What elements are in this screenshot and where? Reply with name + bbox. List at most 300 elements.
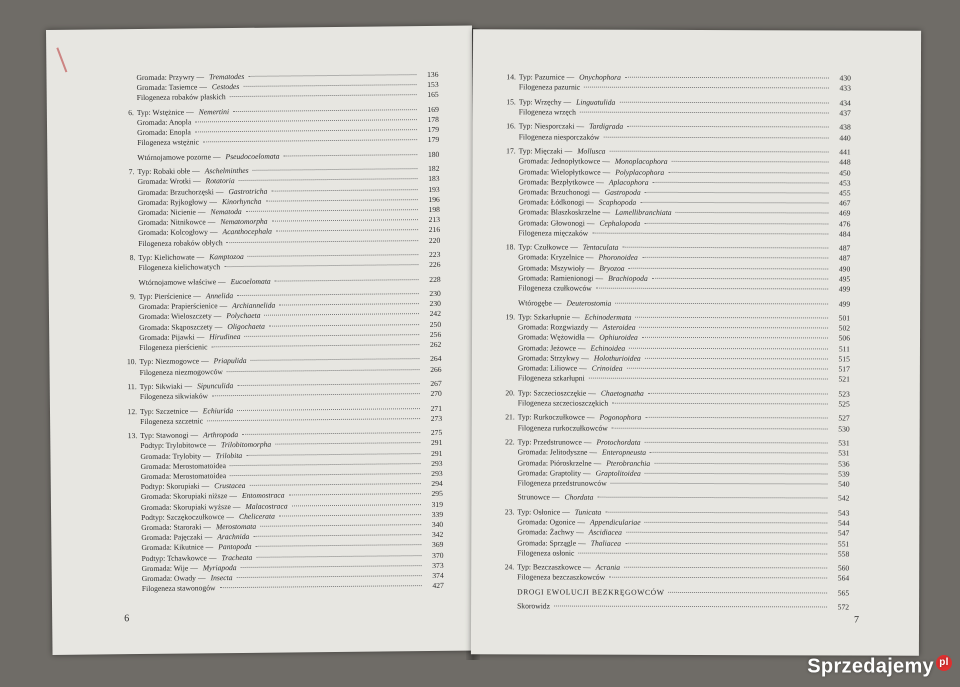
- toc-entry: [501, 132, 851, 142]
- toc-entry-label: Filogeneza niesporczaków: [518, 131, 600, 142]
- toc-entry-page: 270: [430, 389, 442, 399]
- toc-entry-latin-name: Echiurida: [202, 405, 234, 415]
- toc-entry-latin-name: Acrania: [595, 562, 621, 572]
- toc-entry-dash: —: [193, 291, 201, 301]
- toc-entry-leader: [272, 218, 418, 222]
- toc-entry-label: Gromada: Merostomatoidea: [140, 471, 227, 482]
- toc-entry-label: Gromada: Żachwy: [517, 527, 575, 537]
- toc-entry-page: 182: [428, 164, 440, 174]
- toc-entry-latin-name: Chordata: [564, 492, 594, 503]
- toc-entry-dash: —: [563, 97, 572, 107]
- toc-entry-leader: [271, 188, 417, 192]
- toc-entry: [501, 157, 851, 167]
- toc-entry-latin-name: Echinodermata: [584, 312, 632, 322]
- toc-entry-page: 539: [838, 469, 850, 479]
- toc-entry-leader: [654, 461, 827, 464]
- toc-entry-label: Gromada: Owady: [141, 573, 196, 584]
- toc-entry-page: 293: [431, 468, 443, 478]
- toc-entry-page: 275: [430, 428, 443, 438]
- toc-entry-label: Gromada: Ogonice: [517, 517, 576, 527]
- toc-entry-page: 523: [838, 389, 850, 399]
- toc-entry: [501, 97, 851, 107]
- toc-entry-page: 295: [431, 489, 443, 499]
- toc-entry-label: Gromada: Wielopłytkowce: [518, 166, 601, 177]
- toc-entry-label: Gromada: Ramienionogi: [518, 273, 594, 283]
- toc-entry-number: 13.: [127, 431, 138, 441]
- toc-entry-page: 560: [837, 563, 850, 573]
- toc-entry-dash: —: [212, 151, 221, 162]
- toc-entry-label: Gromada: Merostomatoidea: [140, 460, 227, 471]
- toc-entry-page: 294: [431, 479, 443, 489]
- toc-entry-number: 12.: [127, 406, 138, 416]
- toc-entry-leader: [249, 482, 420, 486]
- toc-entry-label: Gromada: Kikutnice: [141, 542, 204, 553]
- toc-entry-latin-name: Pogonophora: [599, 413, 642, 423]
- toc-entry-latin-name: Polyplacophora: [615, 167, 665, 177]
- toc-entry-latin-name: Echinoidea: [590, 343, 626, 353]
- toc-entry-page: 476: [839, 218, 851, 229]
- toc-entry-dash: —: [602, 156, 610, 166]
- toc-entry-page: 564: [837, 573, 850, 583]
- toc-entry-label: Gromada: Skąposzczety: [139, 321, 213, 332]
- toc-entry-dash: —: [595, 273, 604, 283]
- toc-entry-dash: —: [577, 343, 586, 353]
- toc-entry-page: 319: [431, 499, 444, 509]
- toc-entry-number: 16.: [506, 121, 516, 131]
- toc-entry-dash: —: [202, 450, 211, 460]
- toc-entry-number: 10.: [126, 357, 137, 367]
- toc-entry-leader: [645, 441, 828, 444]
- toc-entry-dash: —: [586, 218, 595, 228]
- toc-entry-label: DROGI EWOLUCJI BEZKRĘGOWCÓW: [517, 587, 665, 597]
- toc-entry-label: Gromada: Brzuchonogi: [518, 187, 591, 197]
- toc-entry: [500, 218, 850, 228]
- toc-entry: [120, 260, 440, 272]
- toc-entry-latin-name: Arthropoda: [203, 430, 239, 440]
- toc-entry-leader: [236, 574, 421, 578]
- watermark-badge: pl: [936, 655, 952, 671]
- toc-entry-label: Typ: Wrzęchy: [518, 97, 562, 107]
- toc-entry-leader: [239, 178, 418, 182]
- toc-entry: [500, 353, 850, 363]
- toc-entry-dash: —: [208, 440, 217, 450]
- toc-entry-leader: [652, 277, 828, 280]
- toc-entry-leader: [279, 513, 421, 516]
- toc-entry-dash: —: [578, 538, 586, 548]
- toc-entry-dash: —: [581, 353, 589, 363]
- toc-entry-leader: [597, 496, 827, 499]
- toc-entry-latin-name: Holothurioidea: [593, 353, 641, 363]
- toc-entry-latin-name: Malacostraca: [245, 501, 288, 511]
- toc-entry-page: 437: [839, 108, 851, 118]
- toc-entry-leader: [195, 118, 417, 122]
- toc-entry-leader: [609, 150, 828, 153]
- toc-entry: [499, 507, 849, 517]
- toc-entry-latin-name: Merostomata: [215, 521, 257, 532]
- toc-entry-leader: [212, 392, 420, 396]
- toc-entry: [121, 274, 441, 286]
- toc-entry-number: 24.: [504, 562, 515, 572]
- toc-entry-leader: [203, 139, 417, 143]
- toc-entry-latin-name: Polychaeta: [226, 311, 261, 321]
- toc-entry-latin-name: Aplacophora: [608, 177, 649, 187]
- toc-entry-page: 484: [838, 229, 851, 239]
- toc-entry: [120, 235, 440, 247]
- toc-entry-dash: —: [553, 298, 562, 308]
- toc-entry-leader: [260, 523, 421, 527]
- toc-entry-leader: [644, 221, 828, 224]
- toc-entry-leader: [233, 108, 417, 112]
- toc-entry-leader: [253, 167, 418, 171]
- toc-entry-label: Skorowidz: [517, 601, 550, 611]
- toc-entry-label: Gromada: Kolcogłowy: [138, 227, 208, 238]
- toc-entry-label: Gromada: Strzykwy: [517, 353, 580, 363]
- toc-entry: [500, 312, 850, 322]
- toc-entry-label: Gromada: Sprzągle: [517, 537, 577, 548]
- toc-entry-latin-name: Nematoda: [210, 206, 242, 217]
- toc-entry-label: Typ: Mięczaki: [518, 146, 563, 156]
- toc-entry-page: 179: [427, 135, 440, 145]
- toc-entry-dash: —: [192, 166, 200, 176]
- toc-entry-label: Strunowce: [517, 492, 550, 502]
- toc-entry: [500, 283, 850, 293]
- toc-entry: [501, 177, 851, 187]
- toc-entry-label: Typ: Wstężnice: [136, 107, 185, 117]
- toc-entry-dash: —: [585, 253, 594, 263]
- toc-entry-latin-name: Annelida: [205, 291, 234, 301]
- toc-entry-page: 525: [838, 399, 850, 409]
- toc-entry: [500, 228, 850, 238]
- toc-entry-dash: —: [204, 532, 213, 542]
- toc-entry-page: 230: [429, 288, 441, 298]
- toc-entry-label: Filogeneza bezczaszkowców: [517, 572, 606, 583]
- toc-entry-page: 542: [838, 493, 850, 503]
- toc-entry-leader: [227, 239, 419, 243]
- toc-entry-label: Filogeneza rurkoczułkowców: [517, 422, 608, 433]
- toc-entry-leader: [211, 343, 419, 347]
- toc-entry-leader: [242, 431, 420, 435]
- toc-entry-latin-name: Cephalopoda: [599, 218, 641, 228]
- toc-entry-dash: —: [229, 491, 237, 501]
- toc-entry-page: 293: [431, 458, 443, 468]
- toc-entry-leader: [589, 377, 828, 380]
- toc-entry-dash: —: [602, 207, 611, 217]
- toc-entry-latin-name: Phoronoidea: [598, 253, 638, 263]
- toc-entry-dash: —: [217, 276, 226, 286]
- toc-entry-dash: —: [209, 197, 217, 207]
- toc-entry-label: Podtyp: Skorupiaki: [140, 481, 200, 492]
- toc-entry-dash: —: [593, 458, 602, 468]
- right-page: [471, 29, 921, 656]
- toc-entry-latin-name: Priapulida: [213, 356, 247, 366]
- toc-entry-page: 501: [838, 313, 851, 323]
- toc-entry-latin-name: Insecta: [210, 573, 233, 583]
- toc-entry-latin-name: Nemertini: [198, 106, 230, 117]
- toc-entry-page: 271: [430, 403, 443, 413]
- toc-entry-number: 22.: [505, 437, 515, 447]
- toc-entry-dash: —: [586, 197, 594, 207]
- toc-entry-dash: —: [583, 468, 591, 478]
- toc-entry-latin-name: Kamptozoa: [209, 251, 244, 262]
- toc-entry-label: Gromada: Bezpłytkowce: [518, 177, 595, 187]
- toc-entry-page: 183: [428, 174, 440, 184]
- toc-entry-leader: [251, 357, 420, 361]
- toc-entry-latin-name: Protochordata: [596, 437, 641, 447]
- toc-entry-leader: [237, 382, 419, 386]
- toc-entry-dash: —: [196, 252, 205, 262]
- toc-entry-leader: [230, 472, 421, 476]
- toc-entry-label: Gromada: Skorupiaki niższe: [140, 491, 228, 502]
- toc-entry-label: Filogeneza sikwiaków: [139, 391, 209, 402]
- toc-entry-latin-name: Tracheata: [221, 552, 253, 562]
- toc-entry-label: Gromada: Pióroskrzelne: [517, 457, 592, 468]
- toc-entry-label: Gromada: Łódkonogi: [518, 197, 585, 207]
- toc-entry: [500, 458, 850, 468]
- toc-entry-dash: —: [232, 501, 241, 511]
- toc-entry-dash: —: [201, 356, 209, 366]
- toc-entry-page: 495: [838, 274, 851, 284]
- toc-entry-leader: [276, 229, 418, 232]
- toc-entry-page: 499: [838, 298, 851, 309]
- toc-entry-dash: —: [197, 207, 206, 217]
- toc-entry-latin-name: Aschelminthes: [204, 166, 249, 176]
- toc-entry-dash: —: [201, 481, 210, 491]
- toc-entry-label: Filogeneza przedstrunowców: [517, 478, 607, 488]
- toc-entry-page: 262: [429, 339, 442, 349]
- toc-entry-page: 450: [839, 167, 851, 178]
- watermark-text: Sprzedajemy: [807, 656, 934, 678]
- toc-entry-number: 11.: [127, 382, 137, 392]
- toc-entry-label: Typ: Bezczaszkowce: [517, 562, 582, 572]
- toc-entry-page: 340: [431, 519, 444, 529]
- toc-entry-label: Wtórnojamowe pozorne: [137, 152, 211, 162]
- toc-entry-dash: —: [582, 562, 591, 572]
- toc-entry-number: 15.: [506, 97, 516, 107]
- toc-entry-leader: [622, 246, 828, 249]
- toc-entry-latin-name: Gastropoda: [604, 187, 641, 197]
- toc-entry-label: Filogeneza wstężnic: [137, 137, 200, 148]
- toc-entry-leader: [640, 326, 829, 329]
- toc-entry-leader: [578, 551, 827, 554]
- toc-entry-leader: [635, 316, 828, 319]
- toc-entry-leader: [612, 402, 828, 405]
- toc-entry-label: Gromada: Graptolity: [517, 468, 582, 478]
- toc-entry-label: Gromada: Brzuchorzęski: [137, 186, 214, 197]
- toc-entry-page: 136: [427, 69, 439, 80]
- toc-entry-dash: —: [586, 333, 595, 343]
- toc-entry-latin-name: Arachnida: [217, 532, 250, 542]
- toc-entry-latin-name: Deuterostomia: [566, 298, 612, 308]
- toc-entry-leader: [219, 584, 421, 588]
- toc-entry-label: Gromada: Pijawki: [139, 332, 195, 342]
- toc-entry: [500, 363, 850, 373]
- toc-entry-dash: —: [190, 563, 198, 573]
- toc-entry-latin-name: Pantopoda: [218, 542, 252, 552]
- toc-entry-page: 169: [427, 104, 439, 114]
- toc-entry-leader: [248, 73, 416, 77]
- toc-entry-label: Podtyp: Trylobitowce: [140, 440, 207, 451]
- toc-entry-latin-name: Nematomorpha: [220, 216, 268, 227]
- toc-entry-latin-name: Asteroidea: [602, 322, 636, 332]
- toc-entry-page: 250: [429, 319, 442, 329]
- toc-entry-dash: —: [592, 187, 600, 197]
- toc-entry-page: 499: [838, 284, 851, 294]
- toc-entry-page: 196: [428, 194, 440, 204]
- toc-entry-label: Gromada: Wieloszczety: [138, 311, 212, 322]
- toc-entry-dash: —: [203, 522, 211, 532]
- toc-entry-latin-name: Ascidiacea: [588, 527, 623, 538]
- toc-entry-label: Typ: Przedstrunowce: [517, 437, 582, 447]
- toc-entry-dash: —: [192, 176, 201, 186]
- toc-entry-leader: [626, 531, 827, 534]
- toc-entry-dash: —: [602, 167, 611, 177]
- toc-entry-page: 551: [837, 538, 850, 549]
- toc-entry-leader: [207, 417, 420, 421]
- toc-entry-page: 455: [839, 188, 851, 198]
- toc-entry-page: 266: [430, 364, 442, 374]
- toc-entry: [501, 187, 851, 197]
- toc-entry-leader: [230, 462, 421, 466]
- toc-entry-leader: [195, 128, 417, 132]
- toc-entry-number: 21.: [505, 412, 515, 422]
- toc-entry-dash: —: [596, 177, 604, 187]
- toc-entry: [499, 573, 849, 583]
- toc-entry-latin-name: Oligochaeta: [227, 321, 265, 331]
- toc-entry-page: 558: [837, 549, 850, 559]
- right-page-number: 7: [854, 614, 860, 626]
- toc-entry-latin-name: Ophiuroidea: [599, 333, 638, 343]
- toc-entry-dash: —: [184, 381, 193, 391]
- toc-entry-label: Filogeneza osłonic: [517, 548, 575, 558]
- toc-entry-page: 264: [430, 354, 442, 364]
- toc-entry-page: 547: [837, 528, 850, 538]
- toc-entry: [500, 208, 850, 218]
- toc-entry-page: 453: [839, 178, 851, 188]
- toc-entry-dash: —: [199, 82, 207, 92]
- toc-entry-latin-name: Chaetognatha: [600, 388, 644, 398]
- toc-entry-label: Gromada: Jelitodyszne: [517, 447, 588, 457]
- toc-entry: [499, 538, 849, 548]
- toc-entry-page: 434: [839, 98, 851, 108]
- toc-entry-dash: —: [577, 517, 585, 527]
- toc-entry-leader: [230, 94, 417, 98]
- toc-entry-number: 17.: [506, 146, 516, 156]
- toc-entry: [122, 414, 442, 426]
- toc-entry-latin-name: Linguatulida: [576, 97, 616, 107]
- toc-entry-label: Filogeneza wrzęch: [518, 107, 576, 117]
- toc-entry: [501, 107, 851, 117]
- toc-entry-leader: [645, 472, 828, 475]
- toc-entry-leader: [640, 201, 828, 204]
- toc-entry: [500, 423, 850, 433]
- toc-entry-leader: [645, 416, 827, 419]
- toc-entry-dash: —: [590, 322, 598, 332]
- toc-entry-leader: [243, 83, 416, 87]
- toc-entry-page: 506: [838, 333, 851, 343]
- toc-entry-latin-name: Crustacea: [214, 481, 246, 491]
- toc-entry-latin-name: Tunicata: [574, 507, 602, 517]
- toc-entry: [500, 413, 850, 423]
- toc-entry-label: Filogeneza mięczaków: [518, 228, 589, 238]
- toc-entry-latin-name: Trilobitomorpha: [220, 440, 272, 450]
- toc-entry-page: 165: [427, 90, 439, 100]
- toc-entry-page: 230: [429, 299, 441, 309]
- toc-entry-leader: [648, 392, 828, 395]
- toc-entry-number: 8.: [129, 253, 136, 263]
- toc-entry-page: 531: [838, 438, 850, 448]
- toc-entry-leader: [265, 198, 417, 202]
- toc-entry-label: Gromada: Wije: [141, 563, 189, 573]
- toc-entry-page: 339: [431, 509, 444, 519]
- toc-entry: [500, 374, 850, 384]
- toc-entry-dash: —: [579, 363, 587, 373]
- toc-entry: [500, 388, 850, 398]
- toc-entry-leader: [584, 86, 829, 89]
- toc-entry-latin-name: Eucoelomata: [230, 276, 271, 286]
- toc-entry-leader: [650, 451, 828, 454]
- toc-entry-label: Typ: Czułkowce: [518, 242, 569, 252]
- left-page: [46, 26, 479, 655]
- toc-entry: [499, 528, 849, 538]
- toc-entry-label: Filogeneza niezmogowców: [139, 366, 223, 377]
- toc-entry-leader: [612, 426, 828, 429]
- toc-entry-latin-name: Brachiopoda: [608, 273, 648, 283]
- toc-entry-label: Typ: Robaki obłe: [137, 166, 191, 177]
- toc-entry: [500, 398, 850, 408]
- toc-entry-latin-name: Myriapoda: [202, 562, 237, 573]
- toc-entry-leader: [611, 482, 828, 485]
- toc-entry-dash: —: [215, 186, 224, 196]
- toc-entry-leader: [672, 160, 829, 163]
- toc-entry-label: Gromada: Anopla: [136, 117, 192, 128]
- toc-entry-dash: —: [205, 542, 214, 552]
- toc-entry-dash: —: [208, 552, 217, 562]
- toc-entry-leader: [642, 336, 828, 339]
- toc-entry-label: Gromada: Enopla: [137, 127, 191, 138]
- toc-entry-label: Typ: Szczecioszczękie: [517, 388, 587, 398]
- toc-entry-leader: [279, 302, 419, 305]
- toc-entry-leader: [224, 263, 418, 267]
- toc-entry: [501, 122, 851, 132]
- toc-entry-label: Typ: Niezmogowce: [139, 356, 200, 367]
- toc-entry-label: Gromada: Nitnikowce: [137, 217, 206, 228]
- toc-entry-latin-name: Trilobita: [215, 450, 243, 460]
- toc-entry: [119, 150, 439, 162]
- toc-entry-latin-name: Onychophora: [579, 72, 621, 82]
- toc-entry-label: Typ: Szczetnice: [139, 406, 189, 416]
- toc-entry-number: 19.: [505, 312, 516, 322]
- toc-entry-page: 572: [837, 602, 850, 612]
- toc-entry-page: 438: [839, 122, 851, 132]
- toc-entry: [119, 90, 439, 102]
- toc-entry-dash: —: [576, 121, 585, 131]
- toc-entry-label: Gromada: Liliowce: [517, 363, 578, 373]
- toc-entry-label: Gromada: Tasiemce: [136, 82, 198, 93]
- toc-entry-page: 487: [838, 253, 851, 263]
- toc-entry-page: 430: [839, 73, 851, 83]
- toc-entry-latin-name: Monoplacophora: [614, 157, 668, 167]
- toc-entry-latin-name: Entomostraca: [241, 490, 285, 501]
- toc-entry-latin-name: Thaliacea: [590, 538, 622, 548]
- toc-entry-page: 511: [838, 344, 850, 354]
- toc-entry-label: Gromada: Wężowidła: [518, 332, 585, 343]
- toc-entry-dash: —: [197, 573, 206, 583]
- toc-entry-number: 20.: [505, 388, 515, 398]
- toc-entry-label: Filogeneza robaków płaskich: [136, 92, 226, 103]
- toc-entry-leader: [284, 153, 418, 156]
- toc-entry-page: 374: [432, 570, 444, 580]
- toc-entry-latin-name: Graptolitoidea: [595, 468, 641, 478]
